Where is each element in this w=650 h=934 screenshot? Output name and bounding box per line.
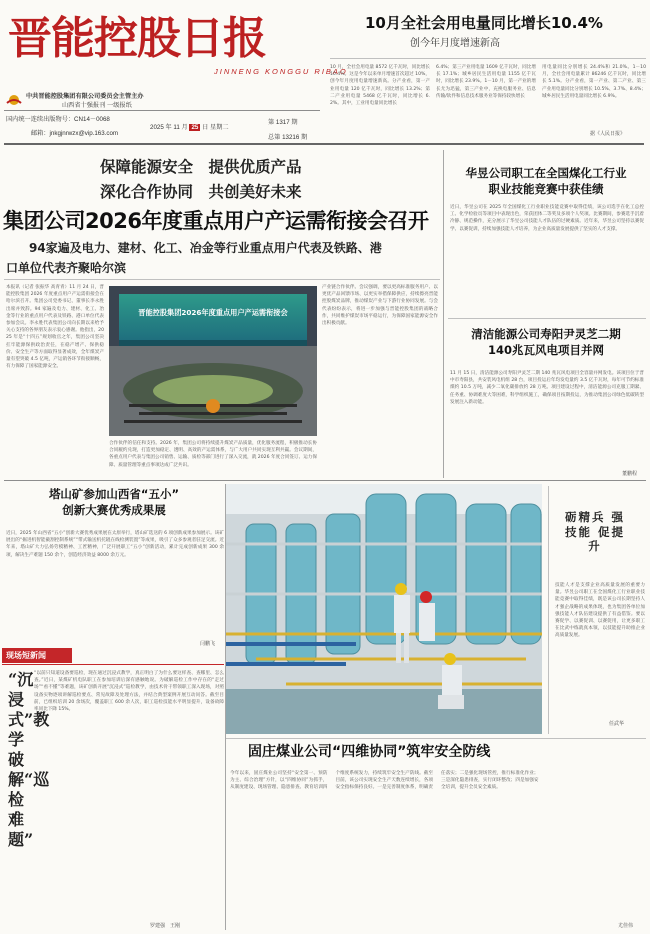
date-suffix: 日 星期二	[202, 124, 229, 131]
field-title: “沉浸式”教学破解“巡检难题”	[8, 670, 50, 849]
top-story-subtitle: 创今年月度增速新高	[410, 38, 500, 49]
coal-author: 尤佳伟	[618, 923, 634, 929]
tower-author: 闫鹏飞	[200, 641, 216, 647]
date-prefix: 2025 年 11 月	[150, 124, 188, 131]
coal-title: 固庄煤业公司“四维协同”筑牢安全防线	[248, 744, 491, 760]
commentary-author: 任武华	[609, 721, 625, 727]
field-author: 罗建强 王刚	[150, 923, 181, 929]
commentary-title: 砺精兵 强技能 促提升	[565, 510, 626, 553]
lead-slogan-2: 深化合作协同 共创美好未来	[100, 182, 302, 201]
issue-date	[150, 122, 229, 131]
lead-col1: 本报讯（记者 张振华 高青青）11 月 24 日，晋能控股集团 2026 年度重点用户产运需衔接会在哈尔滨召开。集团公司党委书记、董事长李永胜出席并致辞。94 家遍及电力、建材、化工、冶金等行业的重点用户代表及铁路、港口单位代表参加会议。李永胜代表集团公司向长期以来给予关心支持的各界朋友表示衷心感谢。他指出，2025 年是“十四五”规划收官之年，集团公司坚决扛牢能源保供政治责任，在稳产增产、保供稳价、安全生产等方面取得显著成效，全年煤炭产量有望突破 4.5 亿吨，产运销各环节衔接顺畅，有力保障了国家能源安全。	[6, 285, 104, 370]
factory-photo	[226, 484, 542, 734]
lead-photo-banner: 晋能控股集团2026年度重点用户产运需衔接会	[138, 308, 288, 317]
lead-col2: 合作伙伴的信任和支持。2026 年，集团公司将持续提升煤炭产品质量，优化服务流程，积极推动长协合同履约兑现，打造更加稳定、透明、高效的产运需体系，与广大用户共同实现互利共赢。会议期间，各重点用户代表与集团公司销售、运输、质检等部门进行了深入交流，就 2026 年度合同签订、运力保障、质量管理等重点事项达成广泛共识。	[109, 441, 317, 468]
wind-title	[448, 326, 644, 358]
top-story-col1: 10 月，全社会用电量 8572 亿千瓦时，同比增长 10.4%。这是今年以来单月增速首次超过 10%，创今年月度用电量增速新高。分产业看，第一产业用电量 120 亿千瓦时，同比增长 13.2%；第二产业用电量 5468 亿千瓦时，同比增长 6.2%。其中，工业用电量同比增长	[330, 65, 430, 107]
lead-subtitle-2: 口单位代表齐聚哈尔滨	[6, 261, 127, 275]
lead-title: 集团公司2026年度重点用户产运需衔接会召开	[3, 209, 429, 233]
tower-title-line-1: 塔山矿参加山西省“五小”	[48, 487, 180, 501]
skills-title	[448, 165, 644, 197]
lead-photo	[109, 286, 317, 436]
publisher-line: 山西省十强报刊 一级报纸	[62, 102, 132, 109]
total-issue: 总第 13216 期	[268, 134, 308, 141]
cn-number: 国内统一连续出版物号：CN14－0068	[6, 116, 110, 123]
wind-title-line-1: 清洁能源公司寿阳尹灵芝二期	[471, 327, 621, 341]
top-story-col2: 6.4%；第三产业用电量 1609 亿千瓦时，同比增长 17.1%；城乡居民生活用电量 1155 亿千瓦时，同比增长 23.9%。1－10 月，第一产业的增长尤为迅猛，第三产业中，充换电服务业、信息传输/软件和信息技术服务业等保持较快增长	[436, 65, 536, 99]
sponsor-logo-icon	[5, 91, 23, 103]
lead-col3: 产业链合作伙伴。会议强调，要以更高标准服务用户、以更优产品回馈市场、以更实举措保障供应，持续擦亮晋能控股煤炭品牌，推动煤炭产业与下游行业协同发展。与会代表纷纷表示，将进一步加强与晋能控股集团的战略合作，共同维护煤炭市场平稳运行，为保障国家能源安全作出积极贡献。	[322, 285, 438, 327]
email: 邮箱：jnkgjnrwzx@vip.163.com	[31, 130, 119, 137]
issue-number: 第 1317 期	[268, 119, 298, 126]
tower-body: 近日，2025 年山西省“五小”创新大赛优秀成果展在太原举行，塔山矿选送的 6 项创新成果参加展示。该矿展出的“掘进机智能截割控制系统”“带式输送机托辊在线检测装置”等成果，吸引了众多参观者驻足交流。近年来，塔山矿大力弘扬劳模精神、工匠精神，广泛开展职工“五小”创新活动，累计完成创新成果 300 余项，解决生产难题 150 余个，创造经济效益 8000 余万元。	[6, 531, 224, 558]
tower-title-line-2: 创新大赛优秀成果展	[62, 503, 166, 517]
wind-author: 董鹏程	[622, 471, 638, 477]
lead-subtitle-1: 94家遍及电力、建材、化工、冶金等行业重点用户代表及铁路、港	[29, 241, 382, 255]
skills-title-line-1: 华昱公司职工在全国煤化工行业	[465, 166, 627, 180]
field-body: “以前只知道设备要巡检，现在通过沉浸式教学，真正明白了为什么要这样查、查哪里、怎么查。”近日，某煤矿机电队职工在参加培训后深有感触地说。为破解巡检工作中存在的“走过场”“看不懂”等难题，该矿创新开展“沉浸式”巡检教学，由技术骨干带领职工深入现场，对照设备实物逐项讲解巡检要点、常见故障及处理方法，并结合典型案例开展互动问答。截至目前，已组织培训 20 余场次，覆盖职工 600 余人次，职工巡检技能水平明显提升，设备故障率同比下降 15%。	[34, 671, 224, 713]
top-story-title: 10月全社会用电量同比增长10.4%	[365, 14, 603, 32]
masthead-title: 晋能控股日报	[8, 13, 266, 64]
skills-title-line-2: 职业技能竞赛中获佳绩	[488, 182, 604, 196]
commentary-body: 技能人才是支撑企业高质量发展的重要力量。华昱公司职工在全国煤化工行业职业技能竞赛中取得佳绩，既是该公司长期坚持人才强企战略的成果体现，也为集团各单位加强技能人才队伍建设提供了有益借鉴。要以赛促学、以赛促训、以赛促用，让更多职工在比武中练就真本领，以技能提升助推企业高质量发展。	[555, 583, 645, 639]
wind-body: 11 月 15 日，清洁能源公司寿阳尹灵芝二期 140 兆瓦风电项目全容量并网发电。该项目位于晋中市寿阳县，共安装风电机组 28 台，项目投运后年均发电量约 3.5 亿千瓦时，每年可节约标准煤约 10.5 万吨，减少二氧化碳排放约 28 万吨。项目建设过程中，清洁能源公司克服工期紧、任务重、协调难度大等困难，科学组织施工，确保项目按期投运，为推动集团公司绿色低碳转型发展注入新动能。	[450, 371, 644, 405]
wind-title-line-2: 140兆瓦风电项目并网	[487, 343, 604, 357]
skills-body: 近日，华昱公司在 2025 年全国煤化工行业职业技能竞赛中取得佳绩，该公司选手在化工总控工、化学检验员等项目中表现出色，荣获团体二等奖及多项个人奖项。比赛期间，参赛选手沉着冷静、规范操作，充分展示了华昱公司技能人才队伍的过硬素质。近年来，华昱公司坚持以赛促学、以赛促训，持续加强技能人才培养，为企业高质量发展提供了坚实的人才支撑。	[450, 205, 644, 232]
masthead-pinyin: JINNENG KONGGU RIBAO	[214, 67, 348, 76]
commentary-box	[548, 486, 646, 734]
date-day: 25	[191, 124, 199, 131]
coal-body: 今年以来，固庄煤业公司坚持“安全第一、预防为主、综合治理”方针，以“四维协同”为抓手，从制度建设、现场管理、隐患排查、教育培训四个维度系统发力，持续筑牢安全生产防线。截至目前，该公司实现安全生产天数连续增长，各项安全指标保持良好。一是完善制度体系，明确责任落实；二是强化现场管控，推行标准化作业；三是深化隐患排查，实行闭环整改；四是加强安全培训，提升全员安全素质。	[230, 771, 539, 791]
lead-slogan-1: 保障能源安全 提供优质产品	[100, 157, 302, 176]
tower-title	[4, 486, 224, 518]
sponsor-line: 中共晋能控股集团有限公司委员会主管主办	[26, 93, 144, 100]
top-story-col3: 用电量同比分别增长 24.4%和 21.0%。1－10 月，全社会用电量累计 86246 亿千瓦时，同比增长 5.1%。分产业看，第一产业、第二产业、第三产业用电量同比分别增长 10.5%、3.7%、8.4%；城乡居民生活用电量同比增长 6.9%。	[542, 65, 646, 99]
field-news-label: 现场短新闻	[2, 648, 72, 663]
top-story-source: 据《人民日报》	[590, 131, 626, 137]
